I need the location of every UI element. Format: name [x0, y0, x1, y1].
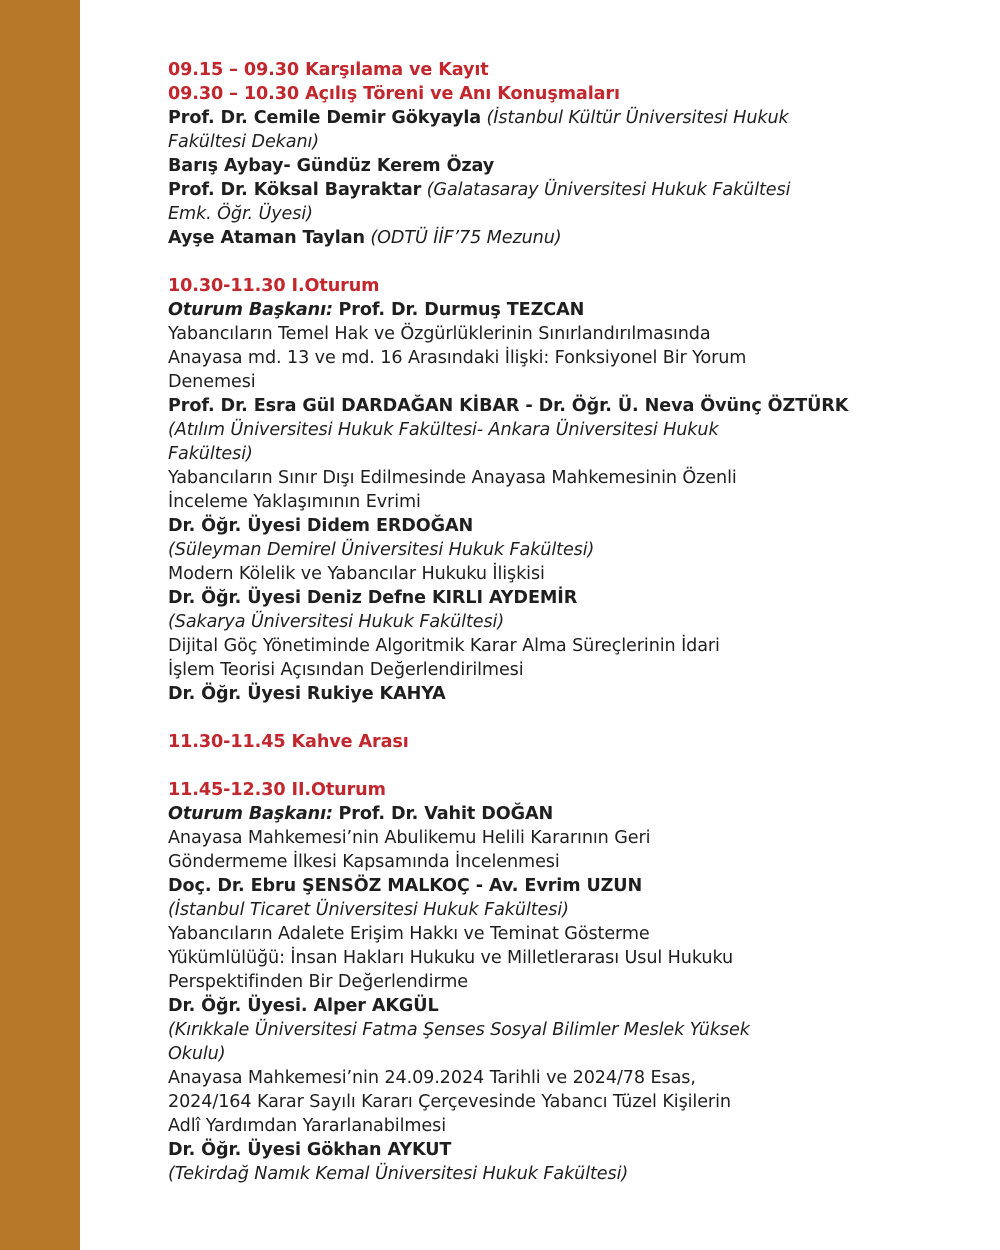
session-2-time: 11.45-12.30 II.Oturum — [168, 780, 386, 800]
speaker-affiliation: (İstanbul Kültür Üniversitesi Hukuk — [486, 108, 789, 128]
chair-name: Prof. Dr. Durmuş TEZCAN — [338, 300, 585, 320]
paper-title: Yabancıların Adalete Erişim Hakkı ve Teminat Gösterme — [168, 924, 650, 944]
paper-affiliation: Fakültesi) — [168, 444, 253, 464]
session-chair-line — [168, 802, 868, 826]
speaker-affiliation: Fakültesi Dekanı) — [168, 132, 320, 152]
paper-author: Prof. Dr. Esra Gül DARDAĞAN KİBAR - Dr. Öğr. Ü. Neva Övünç ÖZTÜRK — [168, 396, 849, 416]
speaker-affiliation: Emk. Öğr. Üyesi) — [168, 204, 313, 224]
paper-title: Adlî Yardımdan Yararlanabilmesi — [168, 1116, 446, 1136]
paper-title: Yükümlülüğü: İnsan Hakları Hukuku ve Milletlerarası Usul Hukuku — [168, 948, 734, 968]
session-1-time: 10.30-11.30 I.Oturum — [168, 276, 380, 296]
speaker-line — [168, 106, 868, 130]
speaker-name: Ayşe Ataman Taylan — [168, 228, 365, 248]
spacer — [168, 706, 868, 730]
paper-affiliation: (Sakarya Üniversitesi Hukuk Fakültesi) — [168, 612, 505, 632]
side-accent-bar — [0, 0, 80, 1250]
paper-author: Dr. Öğr. Üyesi Deniz Defne KIRLI AYDEMİR — [168, 588, 578, 608]
time-registration: 09.15 – 09.30 Karşılama ve Kayıt — [168, 60, 489, 80]
paper-author: Dr. Öğr. Üyesi Didem ERDOĞAN — [168, 516, 474, 536]
paper-affiliation: Okulu) — [168, 1044, 226, 1064]
time-opening-ceremony: 09.30 – 10.30 Açılış Töreni ve Anı Konuşmaları — [168, 84, 620, 104]
paper-title: Anayasa Mahkemesi’nin 24.09.2024 Tarihli ve 2024/78 Esas, — [168, 1068, 696, 1088]
paper-author: Dr. Öğr. Üyesi Gökhan AYKUT — [168, 1140, 452, 1160]
paper-affiliation: (Kırıkkale Üniversitesi Fatma Şenses Sosyal Bilimler Meslek Yüksek — [168, 1020, 750, 1040]
paper-title: Denemesi — [168, 372, 256, 392]
coffee-break-time: 11.30-11.45 Kahve Arası — [168, 732, 409, 752]
paper-affiliation: (Süleyman Demirel Üniversitesi Hukuk Fakültesi) — [168, 540, 595, 560]
speaker-name: Prof. Dr. Köksal Bayraktar — [168, 180, 422, 200]
paper-title: İşlem Teorisi Açısından Değerlendirilmesi — [168, 660, 524, 680]
speaker-line — [168, 178, 868, 202]
spacer — [168, 250, 868, 274]
speaker-affiliation: (ODTÜ İİF’75 Mezunu) — [370, 228, 562, 248]
paper-author: Dr. Öğr. Üyesi Rukiye KAHYA — [168, 684, 446, 704]
paper-affiliation: (İstanbul Ticaret Üniversitesi Hukuk Fakültesi) — [168, 900, 569, 920]
paper-title: İnceleme Yaklaşımının Evrimi — [168, 492, 421, 512]
paper-title: Dijital Göç Yönetiminde Algoritmik Karar Alma Süreçlerinin İdari — [168, 636, 720, 656]
paper-title: Göndermeme İlkesi Kapsamında İncelenmesi — [168, 852, 560, 872]
speaker-name: Barış Aybay- Gündüz Kerem Özay — [168, 156, 495, 176]
spacer — [168, 754, 868, 778]
speaker-line — [168, 226, 868, 250]
session-chair-line — [168, 298, 868, 322]
paper-title: Perspektifinden Bir Değerlendirme — [168, 972, 469, 992]
paper-title: Yabancıların Temel Hak ve Özgürlüklerinin Sınırlandırılmasında — [168, 324, 711, 344]
program-content — [168, 58, 868, 1186]
paper-title: Anayasa Mahkemesi’nin Abulikemu Helili Kararının Geri — [168, 828, 651, 848]
paper-affiliation: (Atılım Üniversitesi Hukuk Fakültesi- Ankara Üniversitesi Hukuk — [168, 420, 719, 440]
chair-label: Oturum Başkanı: — [168, 804, 333, 824]
chair-name: Prof. Dr. Vahit DOĞAN — [338, 804, 554, 824]
paper-affiliation: (Tekirdağ Namık Kemal Üniversitesi Hukuk Fakültesi) — [168, 1164, 629, 1184]
paper-author: Dr. Öğr. Üyesi. Alper AKGÜL — [168, 996, 439, 1016]
paper-title: Anayasa md. 13 ve md. 16 Arasındaki İlişki: Fonksiyonel Bir Yorum — [168, 348, 747, 368]
paper-title: Yabancıların Sınır Dışı Edilmesinde Anayasa Mahkemesinin Özenli — [168, 468, 737, 488]
paper-title: 2024/164 Karar Sayılı Kararı Çerçevesinde Yabancı Tüzel Kişilerin — [168, 1092, 731, 1112]
paper-title: Modern Kölelik ve Yabancılar Hukuku İlişkisi — [168, 564, 545, 584]
speaker-name: Prof. Dr. Cemile Demir Gökyayla — [168, 108, 482, 128]
chair-label: Oturum Başkanı: — [168, 300, 333, 320]
speaker-affiliation: (Galatasaray Üniversitesi Hukuk Fakültesi — [426, 180, 791, 200]
paper-author: Doç. Dr. Ebru ŞENSÖZ MALKOÇ - Av. Evrim UZUN — [168, 876, 643, 896]
